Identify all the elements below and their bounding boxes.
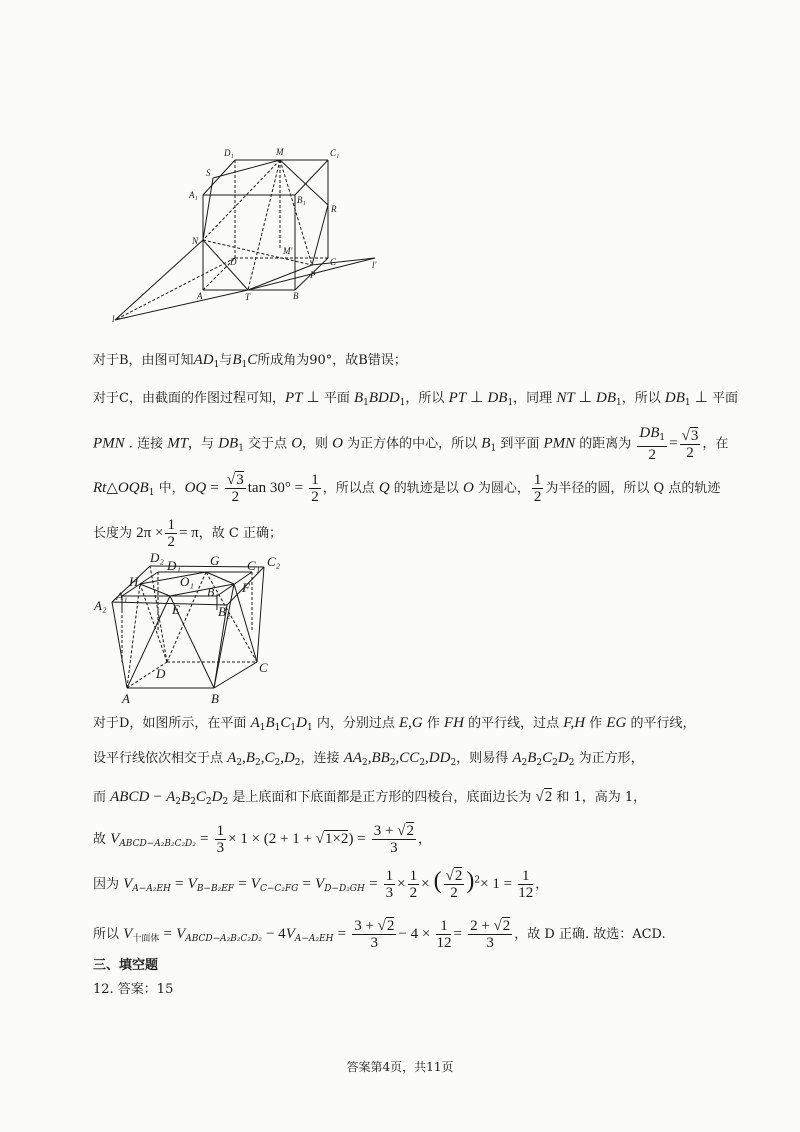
label2-C1: C₁ (247, 558, 261, 573)
label-T: T (245, 292, 251, 302)
cube-section-figure (100, 140, 400, 330)
d-option-line2: 设平行线依次相交于点 $A_2,B_2,C_2,D_2$，连接 $AA_2,BB_2,CC_2,DD_2$，则易得 $A_2B_2C_2D_2$ 为正方形， (93, 750, 644, 768)
d-option-line6: 所以 $V_{十面体} = V_{ABCD-A_2B_2C_2D_2} - 4V_{A-A_2EH}$ = $\frac{3 + √2}{3}$ − 4 × $\frac{1}{12}$ = $\frac{2 + √2}{3}$ ，故 D 正确. 故选：ACD. (93, 918, 666, 951)
frustum-figure (92, 550, 297, 710)
label-R: R (331, 204, 337, 214)
c-option-line3: $Rt\triangle OQB_1$ 中，OQ = $\frac{√3}{2}$ tan 30° = $\frac{1}{2}$ ，所以点 Q 的轨迹是以 O 为圆心， $\frac{1}{2}$ 为半径的圆，所以 Q 点的轨迹 (93, 472, 721, 505)
page-footer: 答案第4页，共11页 (346, 1060, 454, 1074)
label2-D2: D₂ (150, 550, 164, 565)
label-P: P (310, 270, 316, 280)
label-B1: B₁ (297, 195, 306, 205)
c-option-line2: PMN . 连接 MT，与 $DB_1$ 交于点 O，则 O 为正方体的中心，所以 $B_1$ 到平面 PMN 的距离为 $\frac{DB_1}{2}$ = $\frac{√3}{2}$ ，在 (93, 425, 729, 463)
label-S: S (206, 168, 211, 178)
label2-B2: B₂ (218, 604, 231, 619)
d-option-line1: 对于D，如图所示，在平面 $A_1B_1C_1D_1$ 内，分别过点 E,G 作 FH 的平行线，过点 F,H 作 EG 的平行线， (93, 715, 696, 733)
label2-G: G (210, 553, 220, 568)
label2-C2: C₂ (267, 554, 281, 569)
label2-B1: B₁ (207, 585, 219, 599)
label2-H: H (129, 574, 139, 589)
label-C1: C₁ (330, 148, 340, 158)
section-heading: 三、填空题 (93, 958, 159, 973)
label-N: N (192, 236, 199, 246)
label2-D: D (156, 666, 166, 681)
answer-12: 12. 答案：15 (93, 982, 174, 997)
label2-E: E (172, 602, 180, 617)
label-C: C (330, 257, 337, 267)
c-option-line4: 长度为 2π × $\frac{1}{2}$ = π，故 C 正确； (93, 517, 282, 550)
label2-F: F (242, 580, 250, 595)
label-D: D (230, 257, 237, 267)
label2-A: A (122, 691, 130, 706)
label2-C: C (259, 660, 268, 675)
label-lp: l' (372, 260, 377, 270)
label-D1: D₁ (224, 148, 234, 158)
b-option-text: 对于B，由图可知$AD_1$与$B_1C$所成角为90°，故B错误； (93, 352, 407, 370)
label2-B: B (211, 691, 219, 706)
d-option-line3: 而 ABCD − $A_2B_2C_2D_2$ 是上底面和下底面都是正方形的四棱台，底面边长为 √2 和 1，高为 1， (93, 789, 647, 807)
label-A1: A₁ (189, 190, 198, 200)
d-option-line5: 因为 $V_{A-A_2EH} = V_{B-B_2EF} = V_{C-C_2FG} = V_{D-D_2GH}$ = $\frac{1}{3}$ × $\frac{1}{2}$ × ( $\frac{√2}{2}$ )$^2$× 1 = $\frac{1}{12}$ ， (93, 868, 549, 901)
label-M: M (276, 147, 284, 157)
label-l: l (112, 314, 115, 324)
label-Mp: M' (283, 246, 293, 256)
label-A: A (197, 291, 203, 301)
c-option-line1: 对于C，由截面的作图过程可知，PT ⊥ 平面 $B_1BDD_1$，所以 PT ⊥ $DB_1$，同理 NT ⊥ $DB_1$，所以 $DB_1$ ⊥ 平面 (93, 390, 738, 408)
label2-A2: A₂ (94, 598, 107, 613)
label2-A1: A₁ (116, 589, 128, 603)
d-option-line4: 故 $V_{ABCD-A_2B_2C_2D_2}$ = $\frac{1}{3}$ × 1 × (2 + 1 + √1×2) = $\frac{3 + √2}{3}$ ， (93, 823, 432, 856)
label2-D1: D₁ (167, 558, 181, 573)
label-B: B (293, 291, 299, 301)
label2-O1: O₁ (180, 574, 194, 589)
